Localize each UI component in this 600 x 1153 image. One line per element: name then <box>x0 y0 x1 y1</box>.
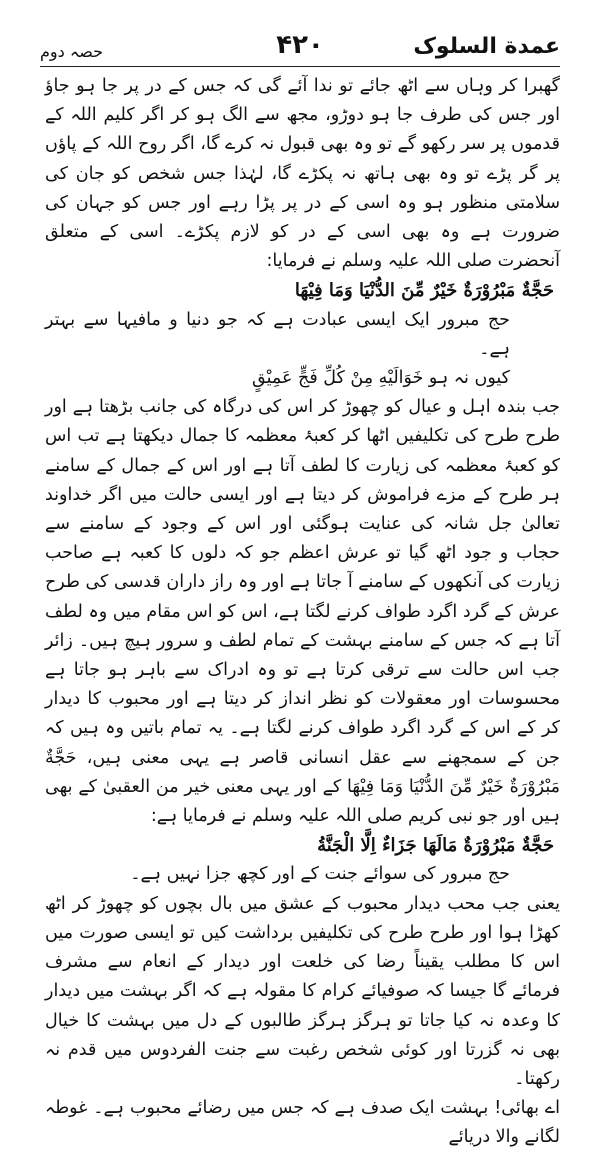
paragraph: جب بندہ اہل و عیال کو چھوڑ کر اس کی درگاہ کی جانب بڑھتا ہے اور طرح طرح کی تکلیفیں اٹھا کر کعبۂ معظمہ کا جمال دیکھتا ہے تب اس کو کعبۂ معظمہ کی زیارت کا لطف آتا ہے اور اس کے جمال کے سامنے ہر طرح کے مزے فراموش کر دیتا ہے اور ایسی حالت میں اگر خداوند تعالیٰ جل شانہ کی عنایت ہوگئی اور اس کے وجود کے سامنے سے حجاب و جود اٹھ گیا تو عرش اعظم جو کہ دلوں کا کعبہ ہے صاحب زیارت کی آنکھوں کے سامنے آ جاتا ہے اور وہ راز داران قدسی کی طرح عرش کے گرد اگرد طواف کرنے لگتا ہے، اس کو اس مقام میں وہ لطف آتا ہے کہ جس کے سامنے بہشت کے تمام لطف و سرور ہیچ ہیں۔ زائر جب اس حالت سے ترقی کرتا ہے تو وہ ادراک سے باہر ہو جاتا ہے محسوسات اور معقولات کو نظر انداز کر دیتا ہے اور محبوب کا دیدار کر کے اس کے گرد اگرد طواف کرنے لگتا ہے۔ یہ تمام باتیں وہ ہیں کہ جن کے سمجھنے سے عقل انسانی قاصر ہے یہی معنی ہیں، حَجَّةٌ مَبْرُوْرَةٌ خَيْرٌ مِّنَ الدُّنْيَا وَمَا فِيْهَا کے اور یہی معنی خیر من العقبیٰ کے بھی ہیں اور جو نبی کریم صلی اللہ علیہ وسلم نے فرمایا ہے: <box>45 397 560 827</box>
page-header <box>40 28 560 68</box>
paragraph: یعنی جب محب دیدار محبوب کے عشق میں بال بچوں کو چھوڑ کر اٹھ کھڑا ہوا اور طرح طرح کی تکلیفیں برداشت کیں تو ایسی صورت میں اس کا مطلب یقیناً رضا کی خلعت اور دیدار کے انعام سے مشرف فرمائے گا جیسا کہ صوفیائے کرام کا مقولہ ہے کہ اگر بہشت میں دیدار کا وعدہ نہ کیا جاتا تو ہرگز ہرگز طالبوں کے دل میں بہشت کا خیال بھی نہ گزرتا اور کوئی شخص رغبت سے جنت الفردوس میں قدم نہ رکھتا۔ <box>45 893 560 1089</box>
paragraph: گھبرا کر وہاں سے اٹھ جائے تو ندا آئے گی کہ جس کے در پر جا ہو جاؤ اور جس کی طرف جا ہو دوڑو، مجھ سے الگ ہو کر اگر کلیم اللہ کے قدموں پر سر رکھو گے تو وہ بھی قبول نہ کرے گا، اگر روح اللہ کے پاؤں پر گر پڑے تو وہ بھی ہاتھ نہ پکڑے گا، لہٰذا جس شخص کو جان کی سلامتی منظور ہو وہ اسی کے در پر پڑا رہے اور جس کو جہان کی ضرورت ہے وہ بھی اسی کے در کو لازم پکڑے۔ اسی کے متعلق آنحضرت صلی اللہ علیہ وسلم نے فرمایا: <box>45 76 560 272</box>
paragraph: اے بھائی! بہشت ایک صدف ہے کہ جس میں رضائے محبوب ہے۔ غوطہ لگانے والا دریائے <box>45 1098 560 1148</box>
arabic-hadith: حَجَّةٌ مَبْرُوْرَةٌ مَالَهَا جَزَاءٌ اِلَّا الْجَنَّةُ <box>317 835 554 857</box>
translation-line: کیوں نہ ہو خَوَالَيْهِ مِنْ كُلِّ فَجٍّ عَمِيْقٍ <box>252 368 510 389</box>
page-body <box>45 72 560 1148</box>
section-label: حصہ دوم <box>40 42 103 61</box>
translation-line: حج مبرور ایک ایسی عبادت ہے کہ جو دنیا و مافیہا سے بہتر ہے۔ <box>45 309 510 359</box>
header-rule <box>40 66 560 67</box>
translation-line: حج مبرور کی سوائے جنت کے اور کچھ جزا نہیں ہے۔ <box>130 864 510 885</box>
page-number: ۴۲۰ <box>276 30 324 60</box>
running-title: عمدة السلوک <box>413 34 560 59</box>
arabic-hadith: حَجَّةٌ مَبْرُوْرَةٌ خَيْرٌ مِّنَ الدُّنْيَا وَمَا فِيْهَا <box>294 280 554 302</box>
